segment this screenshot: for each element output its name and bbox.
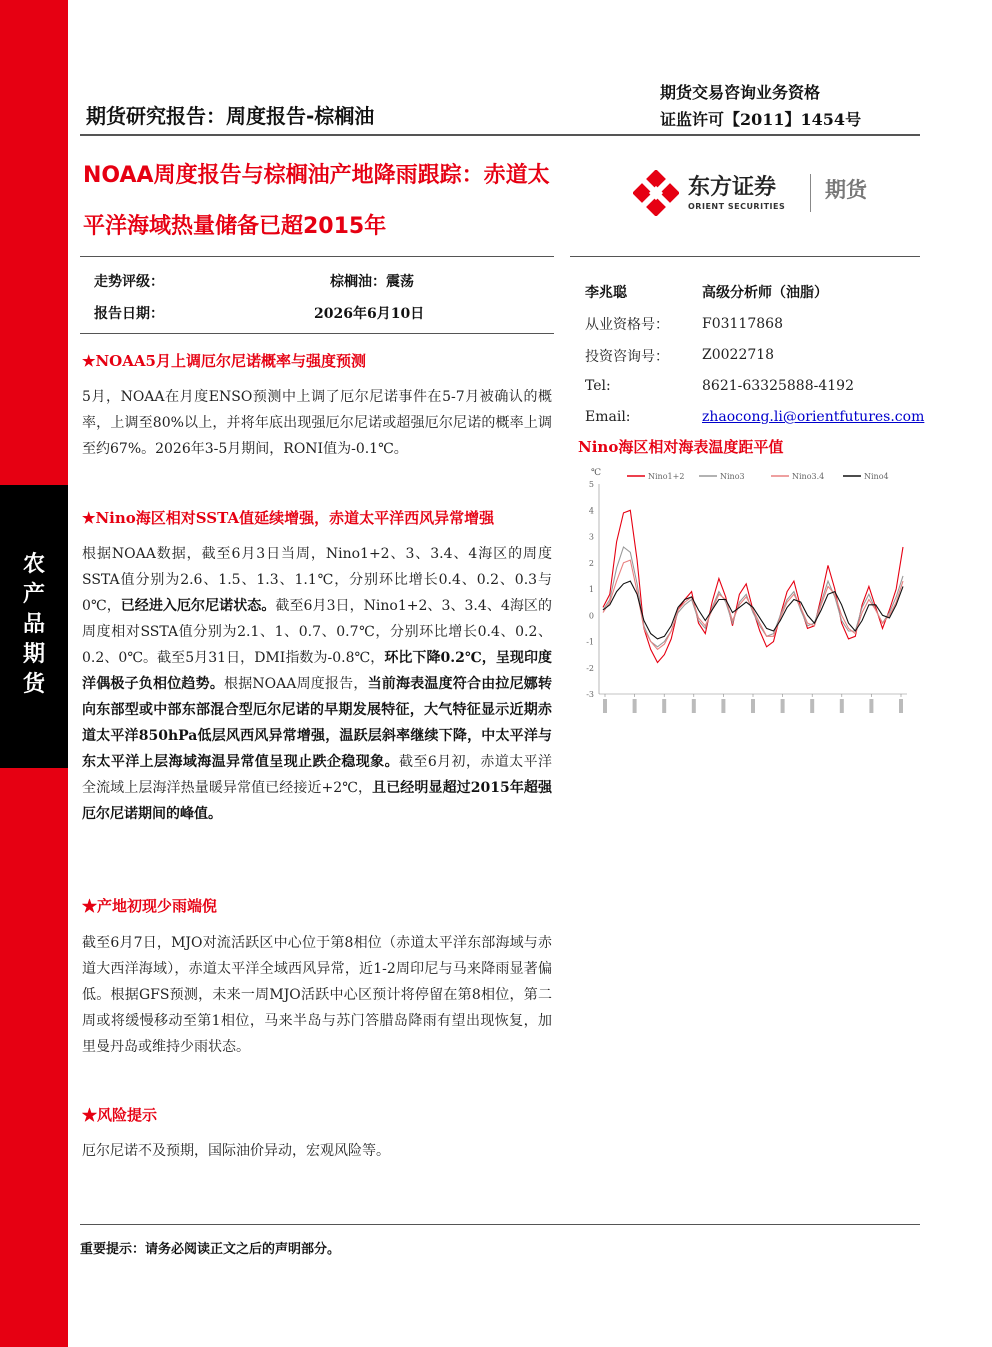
logo-divider [810, 174, 811, 212]
y-tick-label: 4 [588, 506, 594, 516]
x-tick-label [840, 699, 844, 713]
category-label [0, 550, 68, 700]
y-tick-label: 3 [588, 532, 594, 542]
divider [80, 256, 554, 257]
qualification-value: F03117868 [702, 316, 783, 332]
series-line [603, 547, 903, 647]
category-char: 农 [22, 552, 45, 577]
section-title: ★产地初现少雨端倪 [82, 897, 218, 915]
analyst-role: 高级分析师（油脂） [702, 285, 828, 301]
footer-rule [80, 1224, 920, 1225]
divider [570, 256, 920, 257]
y-tick-label: 0 [588, 611, 594, 621]
x-tick-label [869, 699, 873, 713]
logo-division: 期货 [825, 178, 867, 202]
y-unit-label: ℃ [591, 468, 602, 478]
section-text [82, 541, 552, 827]
section-title: ★NOAA5月上调厄尔尼诺概率与强度预测 [82, 352, 366, 370]
rating-label: 走势评级： [94, 274, 164, 290]
nino-ssta-chart [585, 462, 915, 732]
analyst-name: 李兆聪 [585, 285, 627, 301]
license-line-1: 期货交易咨询业务资格 [660, 83, 821, 102]
category-char: 品 [22, 612, 45, 637]
orient-logo-icon [633, 170, 679, 216]
emphasis-text: 环比下降0.2℃，呈现印度洋偶极子负相位趋势。 [82, 650, 552, 692]
section-text: 截至6月7日，MJO对流活跃区中心位于第8相位（赤道太平洋东部海域与赤道大西洋海域），赤道太平洋全域西风异常，近1-2周印尼与马来降雨显著偏低。根据GFS预测，未来一周MJO活跃中心区预计将停留在第8相位，第二周或将缓慢移动至第1相位，马来半岛与苏门答腊岛降雨有望出现恢复，加里曼丹岛或维持少雨状态。 [82, 935, 552, 1055]
footer-note: 重要提示：请务必阅读正文之后的声明部分。 [80, 1242, 341, 1257]
section-text: 5月，NOAA在月度ENSO预测中上调了厄尔尼诺事件在5-7月被确认的概率，上调至80%以上，并将年底出现强厄尔尼诺或超强厄尔尼诺的概率上调至约67%。2026年3-5月期间，RONI值为-0.1℃。 [82, 389, 552, 457]
email-label: Email: [585, 409, 631, 425]
tel-label: Tel: [585, 378, 611, 394]
x-tick-label [781, 699, 785, 713]
email-link[interactable]: zhaocong.li@orientfutures.com [702, 409, 925, 425]
logo-name-en: ORIENT SECURITIES [688, 202, 786, 211]
legend-label: Nino3.4 [792, 472, 825, 481]
category-char: 货 [22, 672, 45, 697]
x-tick-label [603, 699, 607, 713]
chart-title: Nino海区相对海表温度距平值 [578, 438, 784, 456]
y-tick-label: 1 [588, 585, 594, 594]
category-char: 期 [22, 642, 45, 667]
legend-label: Nino4 [864, 472, 889, 481]
x-tick-label [751, 699, 755, 713]
emphasis-text: 且已经明显超过2015年超强厄尔尼诺期间的峰值。 [82, 780, 552, 822]
legend-label: Nino3 [720, 472, 745, 481]
series-line [603, 560, 903, 649]
section-text: 厄尔尼诺不及预期，国际油价异动，宏观风险等。 [82, 1143, 390, 1159]
logo-name-cn: 东方证券 [688, 175, 777, 200]
y-tick-label: 2 [588, 558, 594, 568]
category-char: 产 [22, 582, 45, 607]
consult-value: Z0022718 [702, 347, 775, 363]
paragraph-text: 截至6月初，赤道太平洋全流域上层海洋热量暖异常值已经接近+2℃， [82, 754, 552, 796]
section-title: ★风险提示 [82, 1106, 158, 1124]
qualification-label: 从业资格号： [585, 317, 669, 333]
company-logo [633, 170, 893, 218]
paragraph-text: 截至6月3日，Nino1+2、3、3.4、4海区的周度相对SSTA值分别为2.1、1、0.7、0.7℃，分别环比增长0.4、0.2、0.2、0℃。截至5月31日，DMI指数为-0.8℃， [82, 598, 552, 666]
y-tick-label: 5 [588, 480, 594, 489]
y-tick-label: -1 [586, 637, 594, 647]
x-tick-label [692, 699, 696, 713]
series-line [603, 510, 903, 662]
x-tick-label [662, 699, 666, 713]
rating-value: 棕榈油：震荡 [330, 274, 414, 290]
x-tick-label [810, 699, 814, 713]
tel-value: 8621-63325888-4192 [702, 378, 854, 394]
date-value: 2026年6月10日 [314, 306, 425, 322]
emphasis-text: 已经进入厄尔尼诺状态。 [120, 598, 276, 614]
report-title: NOAA周度报告与棕榈油产地降雨跟踪：赤道太平洋海域热量储备已超2015年 [83, 163, 550, 239]
paragraph-text: 根据NOAA数据，截至6月3日当周，Nino1+2、3、3.4、4海区的周度SSTA值分别为2.6、1.5、1.3、1.1℃，分别环比增长0.4、0.2、0.3与0℃， [82, 546, 552, 614]
license-line-2: 证监许可【2011】1454号 [660, 110, 862, 129]
section-title: ★Nino海区相对SSTA值延续增强，赤道太平洋西风异常增强 [82, 509, 495, 527]
x-tick-label [633, 699, 637, 713]
consult-label: 投资咨询号： [585, 349, 669, 365]
y-tick-label: -3 [586, 690, 594, 699]
paragraph-text: 根据NOAA周度报告， [224, 676, 368, 692]
emphasis-text: 当前海表温度符合由拉尼娜转向东部型或中部东部混合型厄尔尼诺的早期发展特征，大气特征显示近期赤道太平洋850hPa低层风西风异常增强，温跃层斜率继续下降，中太平洋与东太平洋上层海域海温异常值呈现止跌企稳现象。 [82, 676, 552, 770]
x-tick-label [721, 699, 725, 713]
legend-label: Nino1+2 [648, 472, 685, 481]
divider [80, 333, 554, 334]
y-tick-label: -2 [586, 663, 594, 673]
report-type: 期货研究报告：周度报告-棕榈油 [86, 104, 375, 128]
header-rule [80, 134, 920, 136]
date-label: 报告日期： [94, 306, 164, 322]
x-tick-label [899, 699, 903, 713]
